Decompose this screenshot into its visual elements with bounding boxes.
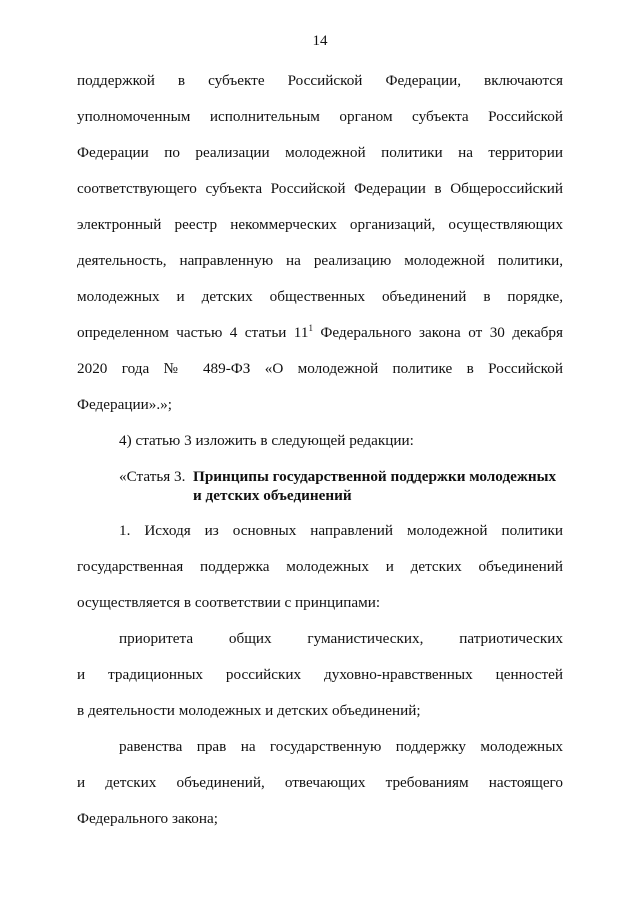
text-line-with-superscript: [77, 323, 563, 343]
paragraph-line: 1. Исходя из основных направлений молодежной политики: [119, 522, 563, 539]
text-line: осуществляется в соответствии с принципами:: [77, 594, 381, 611]
text-fragment: определенном частью 4 статьи 11: [77, 324, 309, 341]
text-fragment: Федерального закона от 30 декабря: [312, 324, 563, 341]
text-line: Федерации».»;: [77, 396, 172, 413]
text-line: Федерации по реализации молодежной политики на территории: [77, 144, 563, 161]
text-line: электронный реестр некоммерческих организаций, осуществляющих: [77, 216, 563, 233]
text-line: деятельность, направленную на реализацию молодежной политики,: [77, 252, 563, 269]
text-line: государственная поддержка молодежных и детских объединений: [77, 558, 563, 575]
page-number: 14: [312, 33, 328, 49]
article-heading-title: и детских объединений: [193, 487, 352, 504]
article-heading-prefix: «Статья 3.: [119, 468, 186, 485]
article-heading-title: Принципы государственной поддержки молодежных: [193, 468, 557, 485]
text-line: и детских объединений, отвечающих требованиям настоящего: [77, 774, 563, 791]
superscript: 1: [308, 323, 313, 333]
text-line: и традиционных российских духовно-нравственных ценностей: [77, 666, 563, 683]
paragraph-line: 4) статью 3 изложить в следующей редакции:: [119, 432, 414, 449]
text-line: в деятельности молодежных и детских объединений;: [77, 702, 421, 719]
text-line: молодежных и детских общественных объединений в порядке,: [77, 288, 563, 305]
text-line: соответствующего субъекта Российской Федерации в Общероссийский: [77, 180, 563, 197]
text-line: 2020 года № 489-ФЗ «О молодежной политике в Российской: [77, 360, 563, 377]
text-line: уполномоченным исполнительным органом субъекта Российской: [77, 108, 563, 125]
text-line: Федерального закона;: [77, 810, 218, 827]
paragraph-line: равенства прав на государственную поддержку молодежных: [119, 738, 563, 755]
text-line: поддержкой в субъекте Российской Федерации, включаются: [77, 72, 563, 89]
paragraph-line: приоритета общих гуманистических, патриотических: [119, 630, 563, 647]
